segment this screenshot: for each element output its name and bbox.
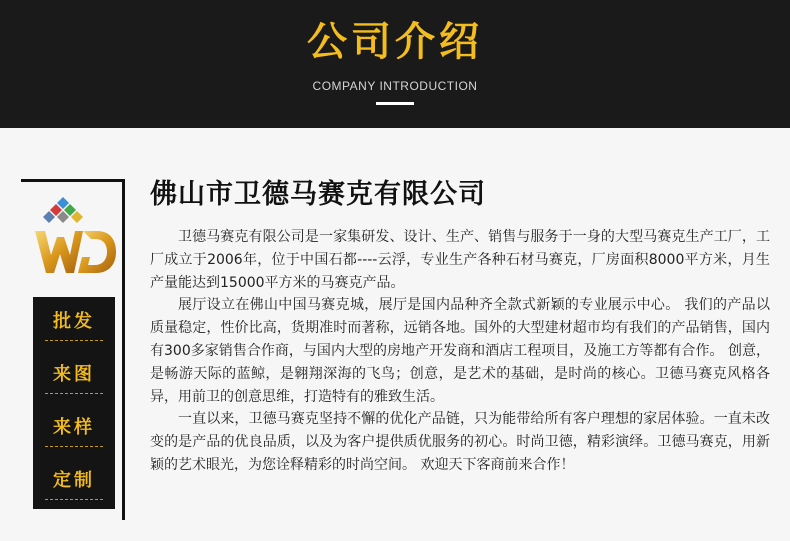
nav-item-divider [45,499,103,500]
intro-paragraph: 展厅设立在佛山中国马赛克城，展厅是国内品种齐全款式新颖的专业展示中心。 我们的产品以质量稳定，性价比高，货期准时而著称，远销各地。国外的大型建材超市均有我们的产品销售，国内有300多家销售合作商，与国内大型的房地产开发商和酒店工程项目，及施工方等都有合作。 创意，是畅游天际的蓝鲸，是翱翔深海的飞鸟；创意，是艺术的基础，是时尚的核心。卫德马赛克风格各异，用前卫的创意思维，打造特有的雅致生活。 [150,297,770,405]
company-name: 佛山市卫德马赛克有限公司 [150,179,486,210]
nav-item-divider [45,340,103,341]
nav-item-custom-sample[interactable] [33,403,115,456]
intro-paragraph: 一直以来，卫德马赛克坚持不懈的优化产品链，只为能带给所有客户理想的家居体验。一直未改变的是产品的优良品质，以及为客户提供质优服务的初心。时尚卫德，精彩演绎。卫德马赛克，用新颖的艺术眼光，为您诠释精彩的时尚空间。 欢迎天下客商前来合作！ [150,411,770,473]
nav-item-custom-drawing[interactable] [33,350,115,403]
intro-paragraph: 卫德马赛克有限公司是一家集研发、设计、生产、销售与服务于一身的大型马赛克生产工厂，工厂成立于2006年，位于中国石都----云浮，专业生产各种石材马赛克，厂房面积8000平方米，月生产量能达到15000平方米的马赛克产品。 [150,229,770,291]
nav-item-divider [45,446,103,447]
section-header [0,0,790,128]
company-intro [150,226,770,477]
nav-item-label: 定制 [53,470,95,491]
section-subtitle: COMPANY INTRODUCTION [312,79,478,93]
nav-item-wholesale[interactable] [33,297,115,350]
nav-item-divider [45,393,103,394]
sidebar-nav [33,297,115,509]
nav-item-label: 批发 [53,311,95,332]
title-divider [376,102,414,105]
wd-mosaic-logo-icon [33,197,117,279]
nav-item-customize[interactable] [33,456,115,509]
nav-item-label: 来样 [53,417,95,438]
section-title: 公司介绍 [307,18,483,65]
nav-item-label: 来图 [53,364,95,385]
